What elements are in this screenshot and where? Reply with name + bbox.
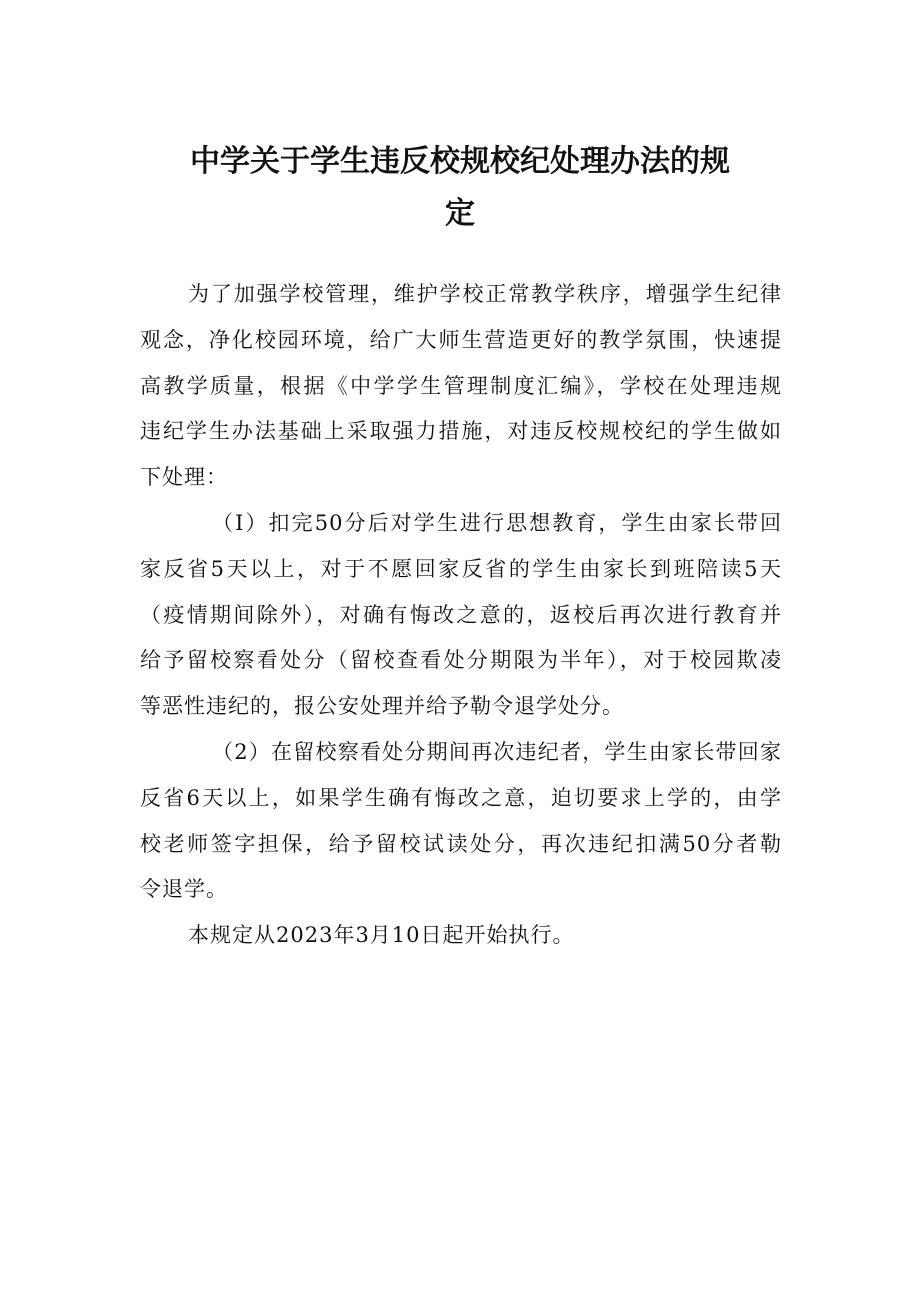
paragraph-line: 违纪学生办法基础上采取强力措施，对违反校规校纪的学生做如 bbox=[140, 419, 782, 444]
paragraph-line: 下处理： bbox=[140, 465, 228, 490]
paragraph-line: 等恶性违纪的，报公安处理并给予勒令退学处分。 bbox=[140, 694, 624, 719]
paragraph-line: 给予留校察看处分（留校查看处分期限为半年），对于校园欺凌 bbox=[140, 648, 782, 673]
paragraph-line: 令退学。 bbox=[140, 877, 228, 902]
paragraph-line: （疫情期间除外），对确有悔改之意的，返校后再次进行教育并 bbox=[140, 602, 782, 627]
paragraph-line: 反省6天以上，如果学生确有悔改之意，迫切要求上学的，由学 bbox=[140, 785, 782, 810]
paragraph-rule-2 bbox=[140, 730, 782, 913]
document-body bbox=[140, 272, 782, 959]
paragraph-line: 观念，净化校园环境，给广大师生营造更好的教学氛围，快速提 bbox=[140, 327, 782, 352]
paragraph-line: 校老师签字担保，给予留校试读处分，再次违纪扣满50分者勒 bbox=[140, 831, 782, 856]
paragraph-rule-1 bbox=[140, 501, 782, 730]
paragraph-line: 高教学质量，根据《中学学生管理制度汇编》，学校在处理违规 bbox=[140, 373, 782, 398]
paragraph-line: 为了加强学校管理，维护学校正常教学秩序，增强学生纪律 bbox=[188, 282, 782, 306]
paragraph-line: （2）在留校察看处分期间再次违纪者，学生由家长带回家 bbox=[212, 739, 782, 764]
document-title-line-2: 定 bbox=[445, 196, 475, 231]
paragraph-line: 本规定从2023年3月10日起开始执行。 bbox=[188, 923, 575, 948]
paragraph-effective-date bbox=[140, 913, 782, 959]
paragraph-line: （I）扣完50分后对学生进行思想教育，学生由家长带回 bbox=[212, 510, 782, 535]
paragraph-line: 家反省5天以上，对于不愿回家反省的学生由家长到班陪读5天 bbox=[140, 556, 782, 581]
document-title-line-1: 中学关于学生违反校规校纪处理办法的规 bbox=[190, 144, 730, 179]
paragraph-intro bbox=[140, 272, 782, 501]
